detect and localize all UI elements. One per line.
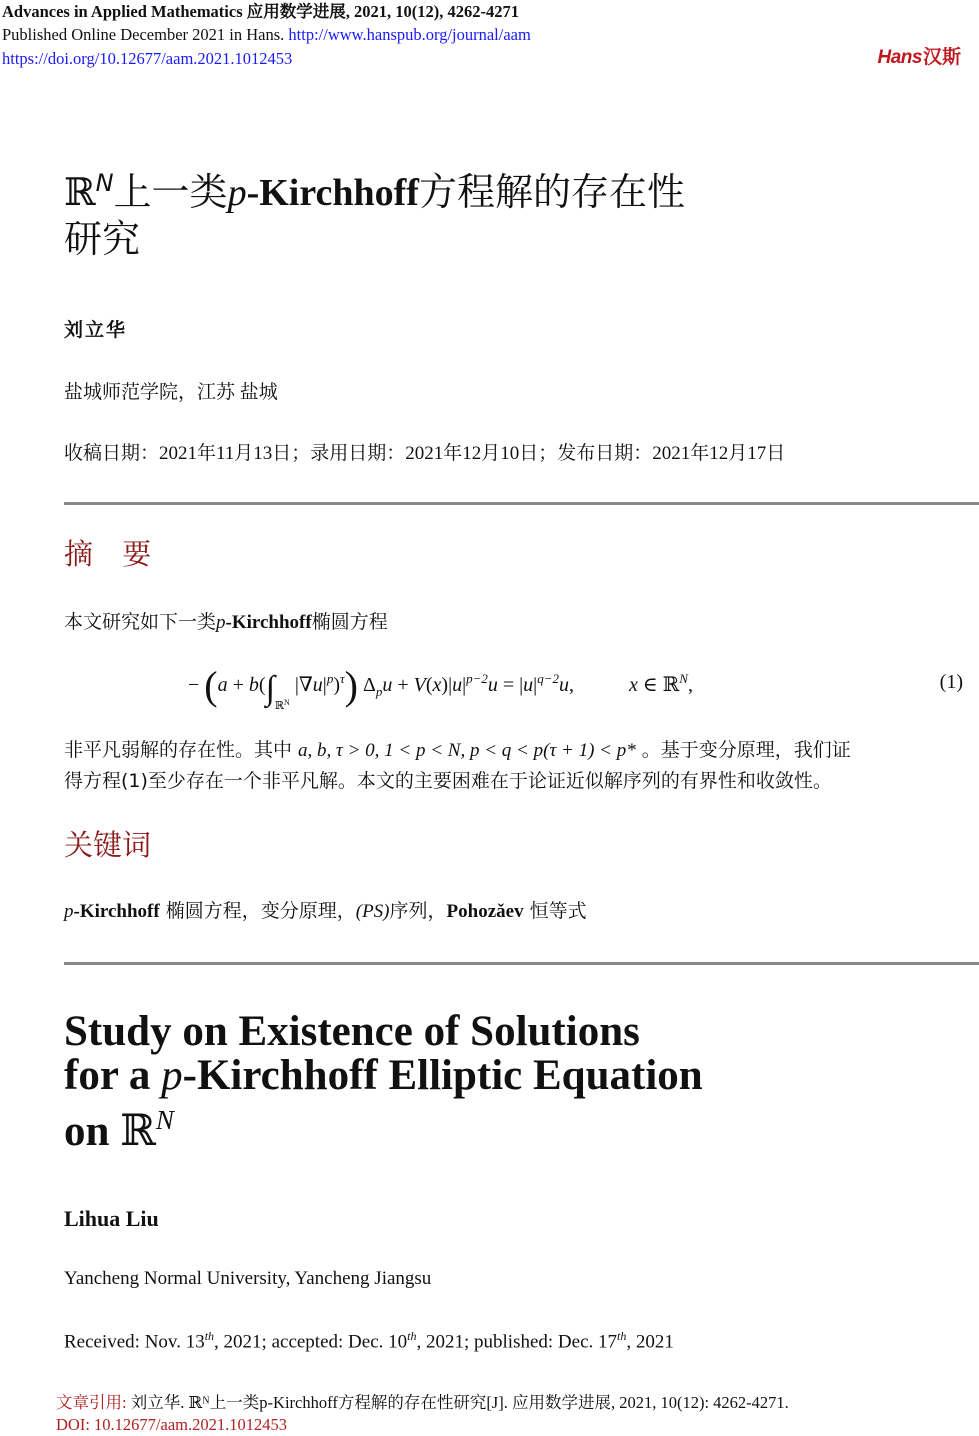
equation-number: (1): [939, 671, 963, 693]
en-title-rest: -Kirchhoff Elliptic Equation: [182, 1052, 703, 1099]
kw-p: p: [64, 901, 74, 922]
intro-p: p: [216, 612, 226, 633]
title-part1: 上一类: [113, 170, 228, 214]
equation-1: [0, 655, 979, 715]
title-p: p: [227, 172, 247, 214]
line2-condition: a, b, τ > 0, 1 < p < N, p < q < p(τ + 1) < p*: [298, 740, 636, 761]
year-end: , 2021: [626, 1331, 674, 1353]
title-rn: ℝ: [64, 170, 96, 214]
intro-c: 椭圆方程: [311, 611, 388, 633]
en-title-rn-sup: N: [155, 1105, 174, 1135]
journal-header: Advances in Applied Mathematics 应用数学进展, 2021, 10(12), 4262-4271: [2, 2, 519, 21]
english-title-line1: Study on Existence of Solutions: [64, 1008, 640, 1055]
en-title-for: for a: [64, 1052, 162, 1099]
chinese-author: 刘立华: [64, 319, 128, 341]
english-dates: [64, 1329, 674, 1353]
title-part2: -Kirchhoff: [246, 172, 419, 214]
english-affiliation: Yancheng Normal University, Yancheng Jiangsu: [64, 1268, 432, 1289]
abstract-line2: [64, 735, 851, 766]
kw-2: 序列，: [389, 900, 447, 922]
published-text: Published Online December 2021 in Hans.: [2, 25, 289, 44]
section-divider-bottom: [64, 962, 979, 965]
section-divider-top: [64, 502, 979, 505]
line2-b: 。基于变分原理，我们证: [635, 739, 851, 761]
title-part3: 方程解的存在性: [418, 170, 685, 214]
english-title: [64, 1010, 864, 1154]
citation-label: 文章引用:: [56, 1393, 131, 1412]
accepted: , 2021; accepted: Dec. 10: [214, 1331, 408, 1353]
intro-kirchhoff: -Kirchhoff: [225, 612, 312, 633]
keywords-list: [64, 896, 587, 923]
intro-a: 本文研究如下一类: [64, 611, 217, 633]
kw-1: 椭圆方程，变分原理，: [159, 900, 356, 922]
citation-doi: DOI: 10.12677/aam.2021.1012453: [56, 1415, 287, 1434]
published-line: [2, 23, 531, 46]
kw-pohozaev: Pohozǎev: [446, 901, 524, 922]
title-rn-sup: N: [95, 169, 114, 197]
chinese-affiliation: 盐城师范学院，江苏 盐城: [64, 382, 278, 403]
abstract-intro: [64, 607, 388, 634]
th-3: th: [617, 1329, 627, 1343]
citation-text: 刘立华. ℝᴺ上一类p-Kirchhoff方程解的存在性研究[J]. 应用数学进展, 2021, 10(12): 4262-4271.: [130, 1393, 789, 1412]
th-1: th: [204, 1329, 215, 1343]
kw-3: 恒等式: [523, 900, 587, 922]
english-author: Lihua Liu: [64, 1206, 159, 1231]
chinese-title-line2: 研究: [64, 217, 141, 261]
logo-cn: 汉斯: [922, 47, 961, 68]
hans-logo: [878, 42, 961, 69]
en-title-rn: ℝ: [120, 1106, 156, 1156]
abstract-line3: 得方程(1)至少存在一个非平凡解。本文的主要困难在于论证近似解序列的有界性和收敛性。: [64, 770, 832, 792]
received: Received: Nov. 13: [64, 1331, 205, 1353]
published: , 2021; published: Dec. 17: [416, 1331, 618, 1353]
th-2: th: [407, 1329, 417, 1343]
english-title-line3: [64, 1098, 864, 1154]
abstract-heading: 摘 要: [64, 537, 162, 571]
chinese-title: [64, 160, 844, 262]
doi-link[interactable]: https://doi.org/10.12677/aam.2021.1012453: [2, 49, 293, 68]
en-title-p: p: [161, 1052, 183, 1099]
abstract-paragraph: [64, 735, 851, 797]
logo-latin: Hans: [877, 47, 922, 68]
line2-a: 非平凡弱解的存在性。其中: [64, 739, 299, 761]
kw-ps: (PS): [355, 901, 390, 922]
equation-body: − ($a + b(\int_{ℝ^N}$ $|\nabla u|^p)^\tau$) $\Delta_pu + V(x)|u|^{p-2}u = |u|^{q-2}u$, x ∈ ℝ$^N$,: [188, 663, 693, 712]
en-title-on: on: [64, 1108, 121, 1155]
english-title-line2: [64, 1054, 864, 1098]
keywords-heading: 关键词: [64, 828, 152, 862]
citation-line: [56, 1392, 789, 1414]
chinese-title-line1: [64, 160, 844, 216]
journal-link[interactable]: http://www.hanspub.org/journal/aam: [288, 25, 531, 44]
chinese-dates: 收稿日期：2021年11月13日；录用日期：2021年12月10日；发布日期：2021年12月17日: [64, 443, 786, 464]
kw-kirchhoff: -Kirchhoff: [73, 901, 160, 922]
citation-block: [56, 1392, 789, 1436]
doi-line: [2, 47, 292, 70]
